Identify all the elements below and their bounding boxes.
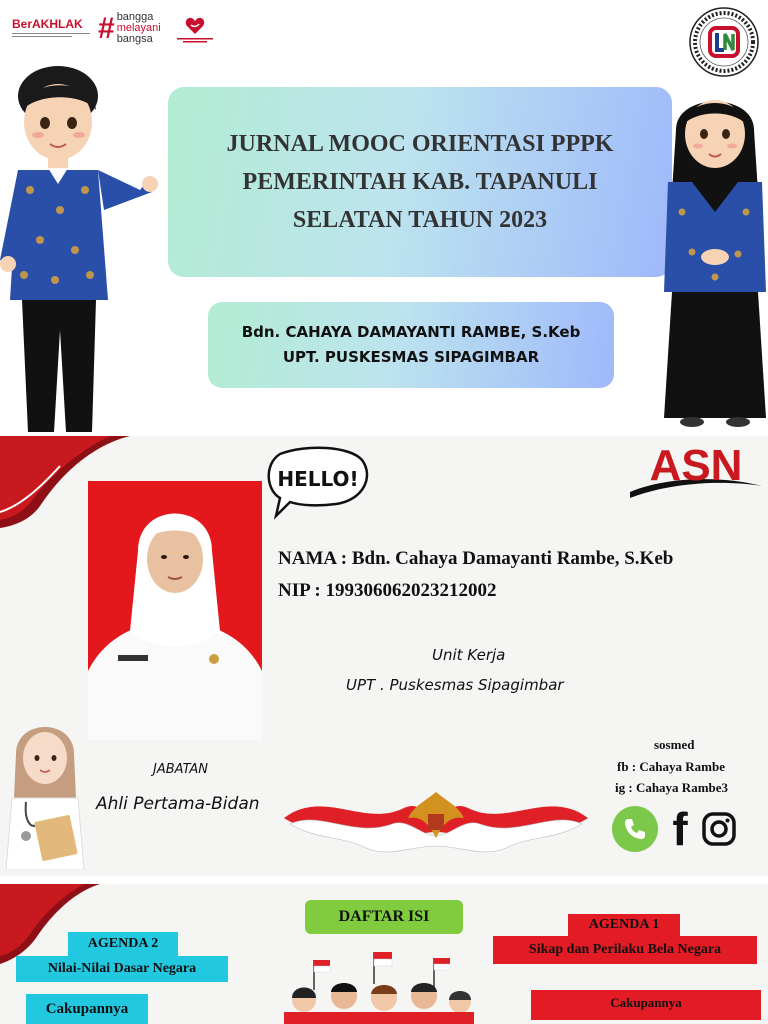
hello-bubble [266,446,370,520]
bbi-lines-icon [175,37,215,43]
page-gap [0,876,768,884]
instagram-icon [702,812,736,846]
bangga-hash: # [98,11,115,45]
profile-page [0,436,768,876]
agenda2-label: AGENDA 2 [68,932,178,956]
agenda1-title: Sikap dan Perilaku Bela Negara [493,936,757,964]
daftar-isi-title: DAFTAR ISI [305,900,463,934]
unit-kerja-value: UPT . Puskesmas Sipagimbar [346,676,564,694]
sosmed-title: sosmed [654,737,695,752]
jabatan-value: Ahli Pertama-Bidan [96,794,260,814]
crowd-with-flags-illustration [274,950,484,1024]
lan-seal-logo [688,6,760,78]
facebook-icon: f [672,803,688,855]
agenda2-cakupan: Cakupannya [26,994,148,1024]
social-icons [612,803,736,855]
hello-text: HELLO! [277,467,359,491]
phone-icon [612,806,658,852]
nurse-illustration [4,714,86,870]
bangga-word: bangga [116,11,154,23]
name-line: Bdn. CAHAYA DAMAYANTI RAMBE, S.Keb [241,323,581,341]
sosmed-fb: fb : Cahaya Rambe [617,759,725,774]
bangga-word: bangsa [116,33,153,45]
title-line: SELATAN TAHUN 2023 [292,207,548,233]
berakhlak-logo [12,18,90,39]
agenda1-label: AGENDA 1 [568,914,680,936]
nama-text: NAMA : Bdn. Cahaya Damayanti Rambe, S.Keb [278,548,674,569]
agenda2-title: Nilai-Nilai Dasar Negara [16,956,228,982]
title-line: JURNAL MOOC ORIENTASI PPPK [226,131,614,157]
berakhlak-logo-text: BerAKHLAK [12,17,83,31]
cover-page [0,0,768,436]
male-officer-illustration [0,60,170,432]
title-line: PEMERINTAH KAB. TAPANULI [242,169,598,195]
agenda1-cakupan: Cakupannya [531,990,761,1020]
heart-icon [184,15,206,37]
garuda-ribbon-decoration [284,788,588,860]
female-officer-illustration [662,82,768,432]
nip-text: NIP : 199306062023212002 [278,580,497,601]
bangga-words [117,12,161,45]
name-box [208,302,614,388]
name-line: UPT. PUSKESMAS SIPAGIMBAR [282,348,540,366]
asn-logo [628,440,764,500]
jabatan-label: JABATAN [153,762,208,777]
sosmed-ig: ig : Cahaya Rambe3 [615,780,729,795]
profile-photo [88,481,262,740]
bangga-word: melayani [116,22,161,34]
bangga-melayani-logo [98,12,161,45]
asn-logo-text: ASN [649,441,743,490]
bangga-buatan-indonesia-logo [175,15,215,43]
table-of-contents-page [0,884,768,1024]
berakhlak-tagline-lines [12,32,90,39]
title-box [168,87,672,277]
unit-kerja-label: Unit Kerja [432,646,506,664]
header-logos [12,12,215,45]
tagline-lines-icon [12,32,90,38]
